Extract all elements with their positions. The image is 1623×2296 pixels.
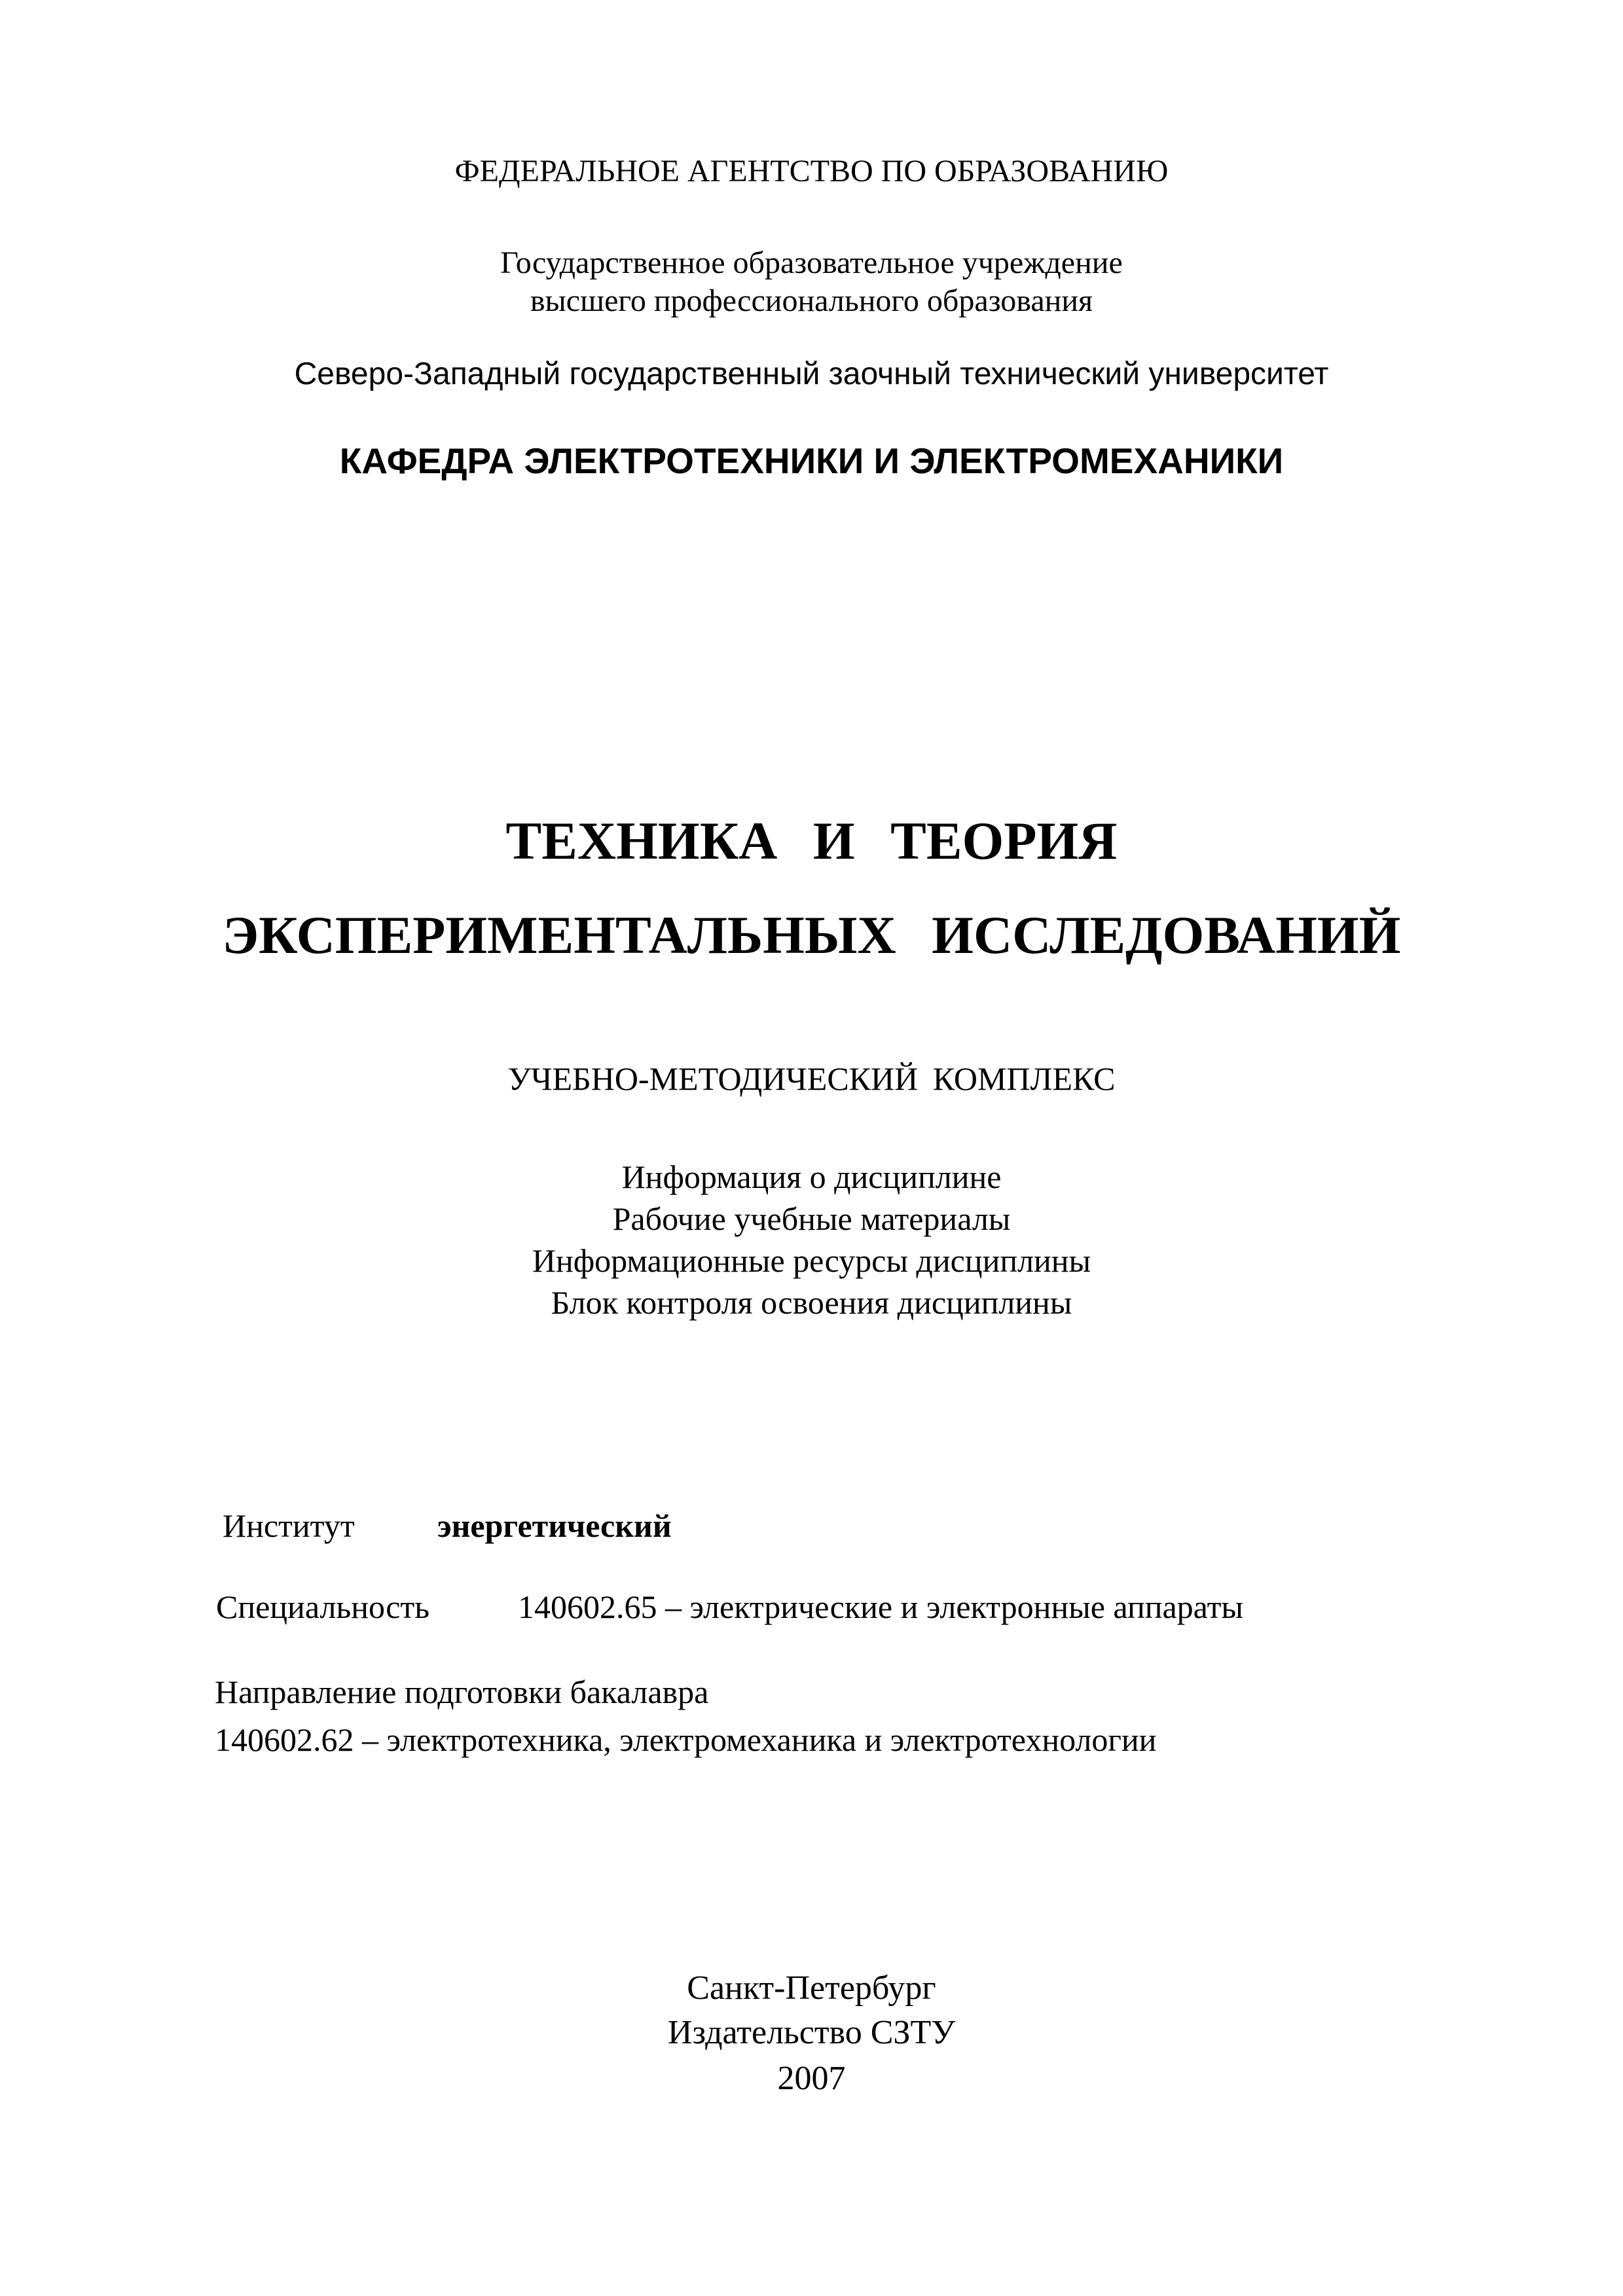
university-name: Северо-Западный государственный заочный технический университет [294, 357, 1329, 391]
direction-label: Направление подготовки бакалавра [215, 1674, 709, 1710]
institution-type-line-2: высшего профессионального образования [530, 283, 1093, 318]
contents-item: Блок контроля освоения дисциплины [551, 1284, 1072, 1321]
contents-list [0, 1156, 1623, 1323]
institute-label: Институт [223, 1507, 355, 1544]
institution-type-line-1: Государственное образовательное учреждение [500, 245, 1123, 280]
imprint-publisher: Издательство СЗТУ [667, 2014, 956, 2051]
contents-item: Информационные ресурсы дисциплины [532, 1242, 1091, 1279]
document-title-line-2: ЭКСПЕРИМЕНТАЛЬНЫХ ИССЛЕДОВАНИЙ [222, 905, 1401, 965]
contents-item: Информация о дисциплине [621, 1158, 1002, 1195]
agency-name: ФЕДЕРАЛЬНОЕ АГЕНТСТВО ПО ОБРАЗОВАНИЮ [454, 154, 1169, 188]
department-name: КАФЕДРА ЭЛЕКТРОТЕХНИКИ И ЭЛЕКТРОМЕХАНИКИ [339, 440, 1284, 481]
specialty-value: 140602.65 – электрические и электронные аппараты [518, 1588, 1244, 1625]
imprint-year: 2007 [777, 2060, 846, 2097]
direction-value: 140602.62 – электротехника, электромеханика и электротехнологии [215, 1721, 1157, 1758]
institute-value: энергетический [437, 1507, 672, 1544]
document-subtitle: УЧЕБНО-МЕТОДИЧЕСКИЙ КОМПЛЕКС [507, 1060, 1116, 1097]
specialty-label: Специальность [216, 1588, 430, 1625]
contents-item: Рабочие учебные материалы [612, 1200, 1011, 1237]
imprint-city: Санкт-Петербург [687, 1969, 936, 2007]
document-title-line-1: ТЕХНИКА И ТЕОРИЯ [505, 811, 1118, 870]
